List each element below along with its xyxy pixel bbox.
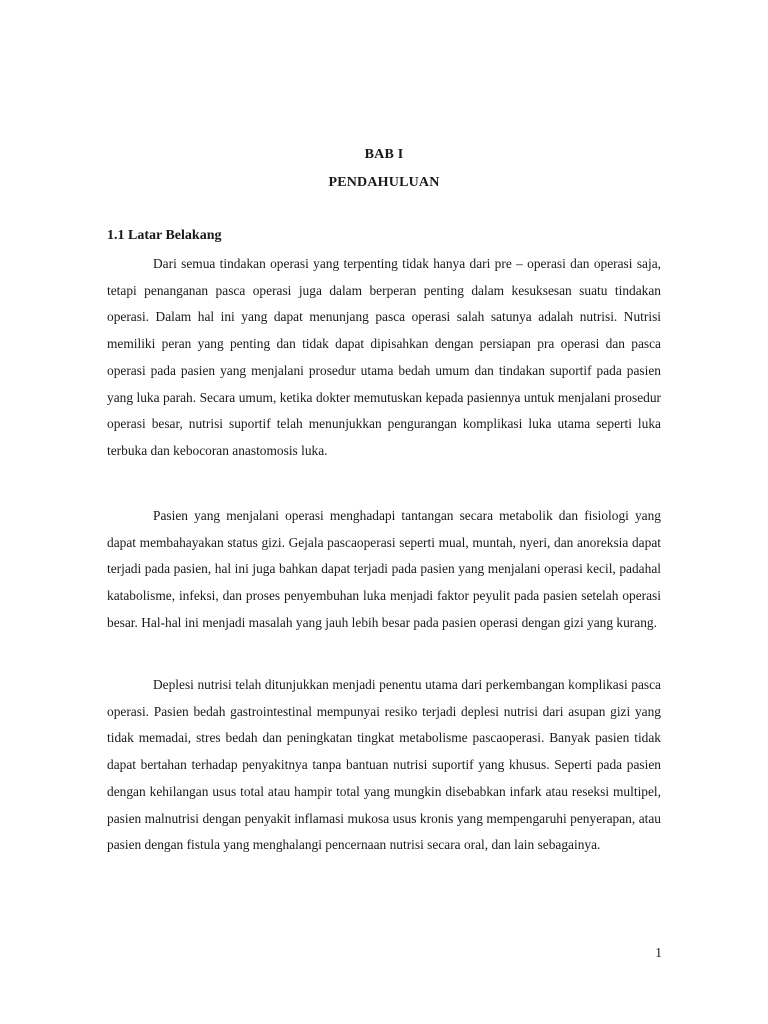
paragraph-block-2 (107, 503, 661, 637)
paragraph: Deplesi nutrisi telah ditunjukkan menjadi penentu utama dari perkembangan komplikasi pasca operasi. Pasien bedah gastrointestinal mempunyai resiko terjadi deplesi nutrisi dari asupan gizi yang tidak memadai, stres bedah dan peningkatan tingkat metabolisme pascaoperasi. Banyak pasien tidak dapat bertahan terhadap penyakitnya tanpa bantuan nutrisi suportif yang khusus. Seperti pada pasien dengan kehilangan usus total atau hampir total yang mungkin disebabkan infark atau reseksi multipel, pasien malnutrisi dengan penyakit inflamasi mukosa usus kronis yang mempengaruhi penyerapan, atau pasien dengan fistula yang menghalangi pencernaan nutrisi secara oral, dan lain sebagainya. (107, 677, 661, 853)
section-heading: 1.1 Latar Belakang (107, 228, 222, 243)
chapter-title: PENDAHULUAN (328, 175, 440, 190)
paragraph-block-3 (107, 672, 661, 859)
paragraph-block-1 (107, 251, 661, 465)
chapter-number: BAB I (364, 147, 404, 162)
paragraph: Dari semua tindakan operasi yang terpenting tidak hanya dari pre – operasi dan operasi saja, tetapi penanganan pasca operasi juga dalam berperan penting dalam kesuksesan suatu tindakan operasi. Dalam hal ini yang dapat menunjang pasca operasi salah satunya adalah nutrisi. Nutrisi memiliki peran yang penting dan tidak dapat dipisahkan dengan persiapan pra operasi dan pasca operasi pada pasien yang menjalani prosedur utama bedah umum dan tindakan suportif pada pasien yang luka parah. Secara umum, ketika dokter memutuskan kepada pasiennya untuk menjalani prosedur operasi besar, nutrisi suportif telah menunjukkan pengurangan komplikasi luka utama seperti luka terbuka dan kebocoran anastomosis luka. (107, 256, 661, 458)
paragraph: Pasien yang menjalani operasi menghadapi tantangan secara metabolik dan fisiologi yang dapat membahayakan status gizi. Gejala pascaoperasi seperti mual, muntah, nyeri, dan anoreksia dapat terjadi pada pasien, hal ini juga bahkan dapat terjadi pada pasien yang menjalani operasi kecil, padahal katabolisme, infeksi, dan proses penyembuhan luka menjadi faktor peyulit pada pasien setelah operasi besar. Hal-hal ini menjadi masalah yang jauh lebih besar pada pasien operasi dengan gizi yang kurang. (107, 508, 661, 630)
page-number: 1 (655, 945, 662, 960)
